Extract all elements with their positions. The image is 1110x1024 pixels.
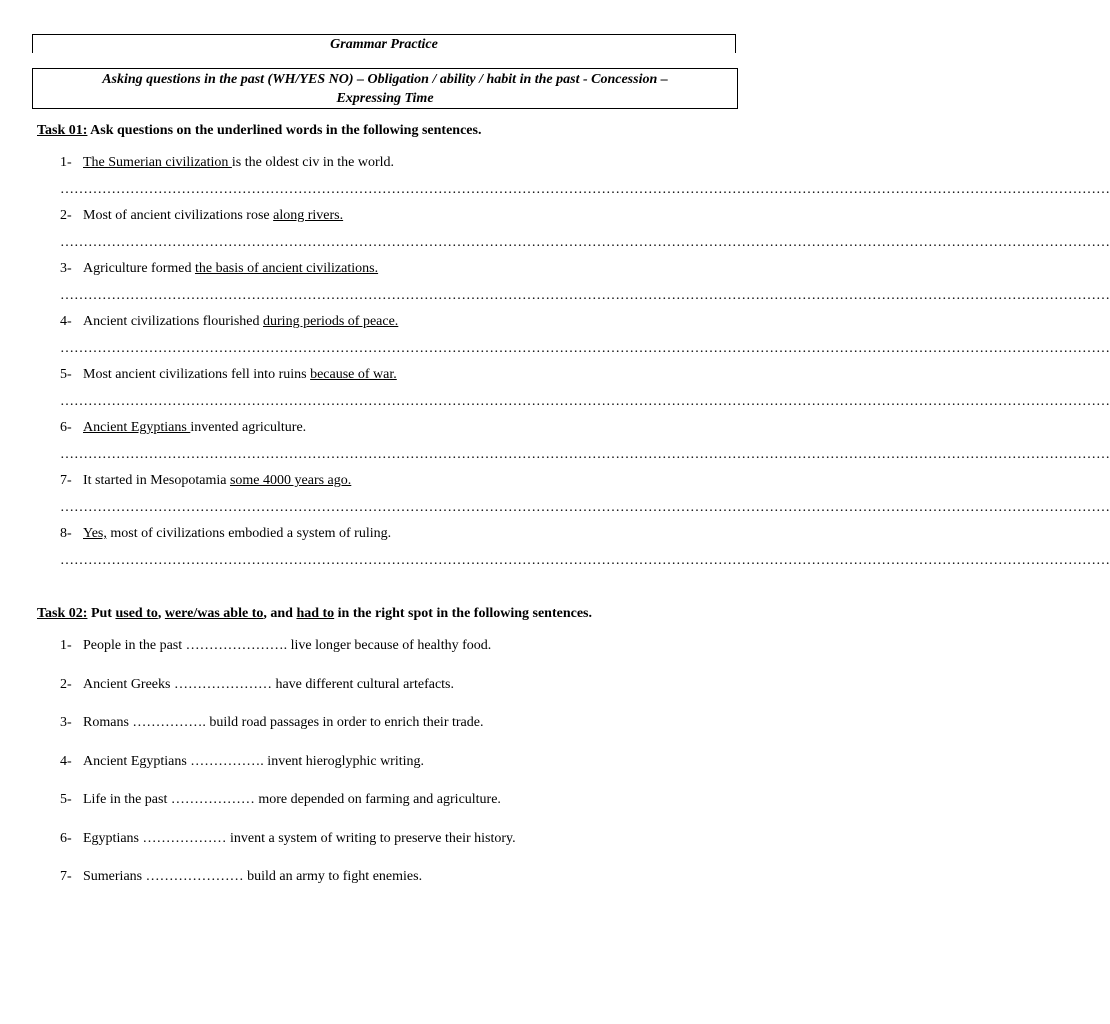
answer-line[interactable]: ……………………………………………………………………………………………………………………………………………………………………………………………………… bbox=[60, 235, 1110, 250]
fill-blank-sentence[interactable]: Ancient Egyptians ……………. invent hieroglyphic writing. bbox=[83, 754, 425, 769]
task-01-item-8 bbox=[60, 526, 391, 542]
answer-line[interactable]: ……………………………………………………………………………………………………………………………………………………………………………………………………… bbox=[60, 341, 1110, 356]
task-01-heading bbox=[37, 123, 481, 139]
task-02-item-1[interactable] bbox=[60, 638, 491, 654]
task-02-item-2[interactable] bbox=[60, 677, 454, 693]
task-01-label: Task 01: bbox=[37, 123, 88, 138]
item-number: 7- bbox=[60, 473, 72, 488]
answer-line[interactable]: ……………………………………………………………………………………………………………………………………………………………………………………………………… bbox=[60, 553, 1110, 568]
item-number: 4- bbox=[60, 754, 72, 769]
underlined-phrase: The Sumerian civilization bbox=[83, 155, 232, 170]
modal-used-to: used to bbox=[115, 606, 158, 621]
task-02-item-3[interactable] bbox=[60, 715, 483, 731]
modal-were-was-able-to: were/was able to bbox=[164, 606, 264, 621]
topic-line-2: Expressing Time bbox=[336, 91, 434, 106]
topic-line-1: Asking questions in the past (WH/YES NO) – Obligation / ability / habit in the past - Concession – bbox=[102, 72, 668, 87]
answer-line[interactable]: ……………………………………………………………………………………………………………………………………………………………………………………………………… bbox=[60, 500, 1110, 515]
item-text: is the oldest civ in the world. bbox=[231, 155, 395, 170]
item-text: most of civilizations embodied a system of ruling. bbox=[106, 526, 392, 541]
fill-blank-sentence[interactable]: Sumerians ………………… build an army to fight enemies. bbox=[83, 869, 423, 884]
separator: , and bbox=[263, 606, 297, 621]
answer-line[interactable]: ……………………………………………………………………………………………………………………………………………………………………………………………………… bbox=[60, 288, 1110, 303]
fill-blank-sentence[interactable]: Egyptians ……………… invent a system of writing to preserve their history. bbox=[83, 831, 516, 846]
underlined-phrase: along rivers. bbox=[273, 208, 344, 223]
fill-blank-sentence[interactable]: Life in the past ……………… more depended on farming and agriculture. bbox=[83, 792, 501, 807]
item-number: 1- bbox=[60, 638, 72, 653]
fill-blank-sentence[interactable]: People in the past …………………. live longer because of healthy food. bbox=[83, 638, 492, 653]
item-number: 6- bbox=[60, 831, 72, 846]
task-01-item-3 bbox=[60, 261, 378, 277]
task-02-instruction: Put bbox=[87, 606, 116, 621]
task-01-item-5 bbox=[60, 367, 397, 383]
task-01-instruction: Ask questions on the underlined words in the following sentences. bbox=[87, 123, 482, 138]
underlined-phrase: during periods of peace. bbox=[263, 314, 399, 329]
task-02-heading bbox=[37, 606, 592, 622]
fill-blank-sentence[interactable]: Romans ……………. build road passages in order to enrich their trade. bbox=[83, 715, 484, 730]
underlined-phrase: Ancient Egyptians bbox=[83, 420, 191, 435]
item-number: 4- bbox=[60, 314, 72, 329]
item-number: 2- bbox=[60, 208, 72, 223]
task-01-item-4 bbox=[60, 314, 398, 330]
item-text: Most ancient civilizations fell into ruins bbox=[83, 367, 311, 382]
fill-blank-sentence[interactable]: Ancient Greeks ………………… have different cultural artefacts. bbox=[83, 677, 454, 692]
task-02-item-6[interactable] bbox=[60, 831, 516, 847]
separator: , bbox=[157, 606, 165, 621]
task-02-label: Task 02: bbox=[37, 606, 88, 621]
item-number: 5- bbox=[60, 367, 72, 382]
modal-had-to: had to bbox=[296, 606, 335, 621]
item-text: Most of ancient civilizations rose bbox=[83, 208, 274, 223]
worksheet-title: Grammar Practice bbox=[32, 34, 736, 53]
task-01-item-7 bbox=[60, 473, 351, 489]
task-01-item-2 bbox=[60, 208, 343, 224]
item-number: 6- bbox=[60, 420, 72, 435]
item-text: It started in Mesopotamia bbox=[83, 473, 230, 488]
task-01-item-6 bbox=[60, 420, 306, 436]
task-02-item-4[interactable] bbox=[60, 754, 424, 770]
underlined-phrase: Yes, bbox=[83, 526, 107, 541]
underlined-phrase: the basis of ancient civilizations. bbox=[194, 261, 379, 276]
item-number: 8- bbox=[60, 526, 72, 541]
item-number: 5- bbox=[60, 792, 72, 807]
task-02-item-5[interactable] bbox=[60, 792, 501, 808]
item-number: 7- bbox=[60, 869, 72, 884]
underlined-phrase: some 4000 years ago. bbox=[229, 473, 352, 488]
item-number: 3- bbox=[60, 715, 72, 730]
item-text: Agriculture formed bbox=[83, 261, 195, 276]
task-02-instruction-end: in the right spot in the following sentences. bbox=[334, 606, 593, 621]
item-number: 1- bbox=[60, 155, 72, 170]
answer-line[interactable]: ……………………………………………………………………………………………………………………………………………………………………………………………………… bbox=[60, 182, 1110, 197]
answer-line[interactable]: ……………………………………………………………………………………………………………………………………………………………………………………………………… bbox=[60, 447, 1110, 462]
item-number: 2- bbox=[60, 677, 72, 692]
task-01-item-1 bbox=[60, 155, 394, 171]
topic-box bbox=[32, 68, 738, 109]
item-number: 3- bbox=[60, 261, 72, 276]
item-text: Ancient civilizations flourished bbox=[83, 314, 264, 329]
answer-line[interactable]: ……………………………………………………………………………………………………………………………………………………………………………………………………… bbox=[60, 394, 1110, 409]
underlined-phrase: because of war. bbox=[310, 367, 397, 382]
item-text: invented agriculture. bbox=[190, 420, 307, 435]
task-02-item-7[interactable] bbox=[60, 869, 422, 885]
